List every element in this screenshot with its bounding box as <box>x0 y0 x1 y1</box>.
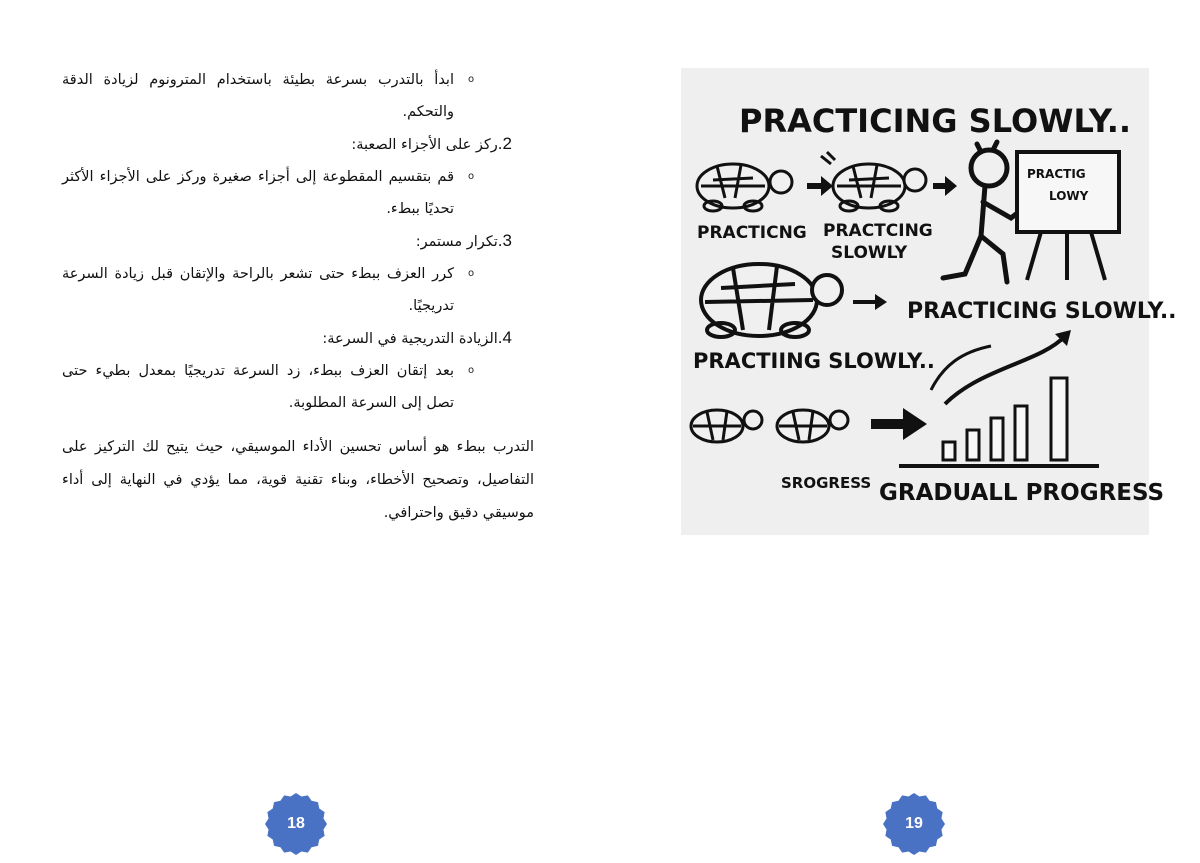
label-row2-left: PRACTIING SLOWLY.. <box>693 349 935 373</box>
easel-text-1: PRACTIG <box>1027 167 1086 181</box>
label-srogress: SROGRESS <box>781 474 872 492</box>
illustration-title: PRACTICING SLOWLY.. <box>739 102 1132 140</box>
page-right <box>600 0 1200 863</box>
label-row2-right: PRACTICING SLOWLY.. <box>907 299 1177 324</box>
list-number: 4. <box>497 328 512 347</box>
list-item <box>62 355 534 419</box>
bullet-mark: o <box>467 171 475 182</box>
page-number: 18 <box>287 815 305 832</box>
list-number: 2. <box>497 134 512 153</box>
label-practicing-slowly-2: SLOWLY <box>831 243 908 263</box>
page-number-badge <box>883 793 945 855</box>
page-number: 19 <box>905 815 923 832</box>
illustration-practicing-slowly <box>681 68 1177 535</box>
list-number: 3. <box>497 231 512 250</box>
text-column <box>62 64 534 545</box>
bullet-text: قم بتقسيم المقطوعة إلى أجزاء صغيرة وركز على الأجزاء الأكثر تحديًا ببطء. <box>62 169 454 217</box>
page-number-badge <box>265 793 327 855</box>
bullet-mark: o <box>467 268 475 279</box>
list-item <box>62 258 534 322</box>
bullet-mark: o <box>467 74 475 85</box>
list-heading <box>62 225 534 258</box>
list-item <box>62 64 534 128</box>
list-heading-text: تكرار مستمر: <box>415 234 498 250</box>
easel-text-2: LOWY <box>1049 189 1089 203</box>
label-gradual-progress: GRADUALL PROGRESS <box>879 480 1165 506</box>
label-practicing: PRACTICNG <box>697 223 807 243</box>
list-heading-text: ركز على الأجزاء الصعبة: <box>351 137 498 153</box>
bullet-text: كرر العزف ببطء حتى تشعر بالراحة والإتقان قبل زيادة السرعة تدريجيًا. <box>62 266 454 314</box>
list-heading-text: الزيادة التدريجية في السرعة: <box>322 331 498 347</box>
illustration-svg <box>681 68 1177 535</box>
bullet-text: ابدأ بالتدرب بسرعة بطيئة باستخدام المترونوم لزيادة الدقة والتحكم. <box>62 72 454 120</box>
bullet-mark: o <box>467 365 475 376</box>
summary-paragraph: التدرب ببطء هو أساس تحسين الأداء الموسيقي، حيث يتيح لك التركيز على التفاصيل، وتصحيح الأخطاء، وبناء تقنية قوية، مما يؤدي في النهاية إلى أداء موسيقي دقيق واحترافي. <box>62 439 534 521</box>
label-practicing-slowly-1: PRACTCING <box>823 221 933 241</box>
bullet-text: بعد إتقان العزف ببطء، زد السرعة تدريجيًا بمعدل بطيء حتى تصل إلى السرعة المطلوبة. <box>62 363 454 411</box>
list-heading <box>62 322 534 355</box>
list-item <box>62 161 534 225</box>
list-heading <box>62 128 534 161</box>
